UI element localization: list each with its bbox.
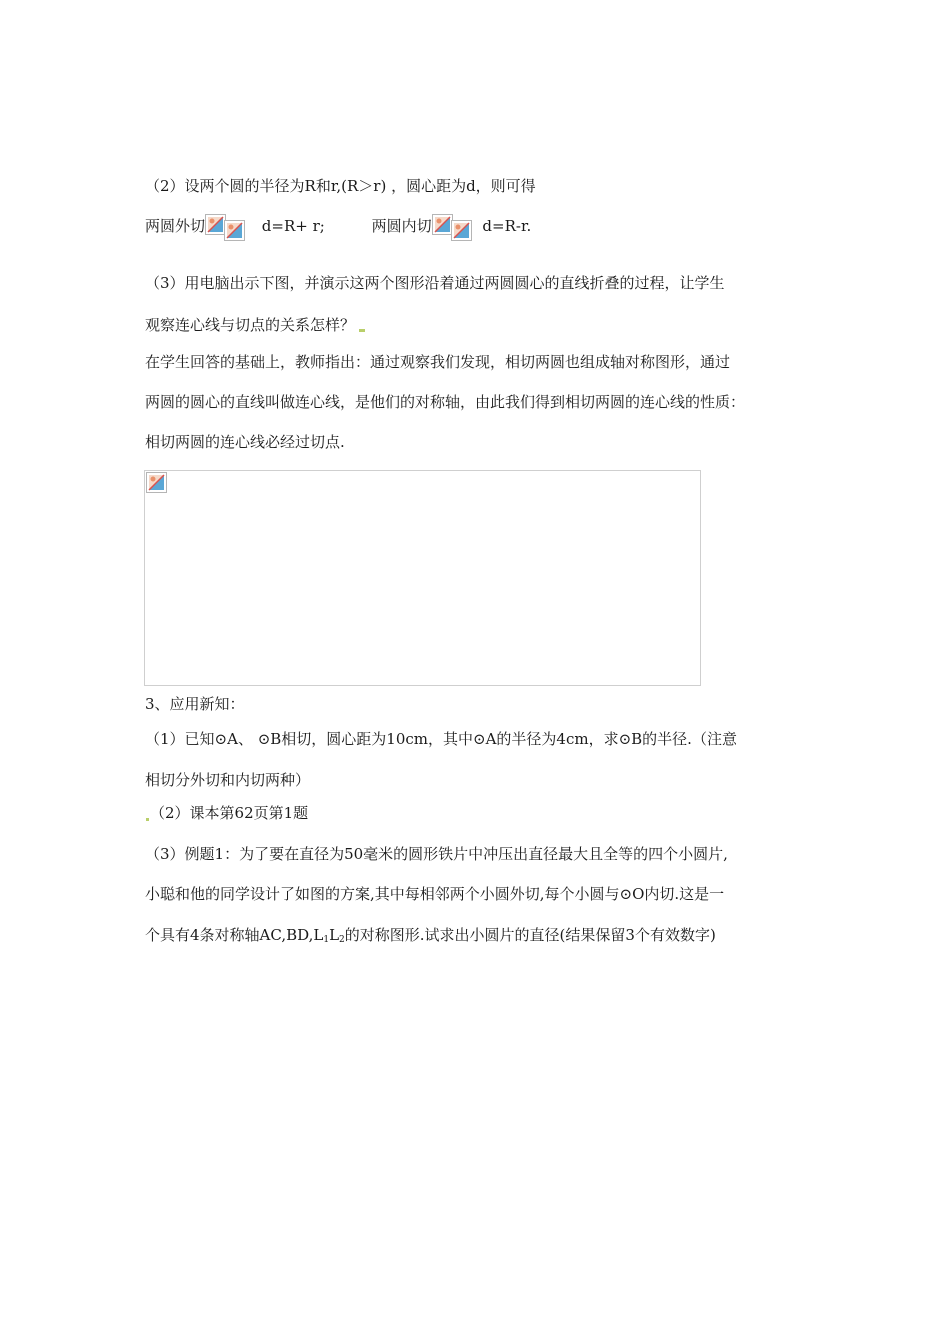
- edit-mark: [359, 329, 365, 332]
- broken-image-icon: [146, 472, 167, 493]
- internal-tangent-formula: d=R-r.: [482, 217, 532, 235]
- internal-tangent-label: 两圆内切: [371, 217, 432, 235]
- broken-image-icon: [432, 214, 453, 235]
- broken-image-icon: [205, 214, 226, 235]
- paragraph-exercise-1-note: 相切分外切和内切两种）: [145, 771, 311, 789]
- section-apply-knowledge: 3、应用新知：: [145, 695, 245, 713]
- paragraph-example-1: （3）例题1：为了要在直径为50毫米的圆形铁片中冲压出直径最大且全等的四个小圆片,: [145, 845, 728, 863]
- paragraph-exercise-2: （2）课本第62页第1题: [145, 803, 308, 823]
- broken-image-icon: [451, 220, 472, 241]
- paragraph-example-1-cont: 小聪和他的同学设计了如图的方案,其中每相邻两个小圆外切,每个小圆与⊙O内切.这是一: [145, 885, 725, 903]
- external-tangent-formula: d=R+ r;: [261, 217, 325, 235]
- paragraph-exercise-1: （1）已知⊙A、 ⊙B相切，圆心距为10cm，其中⊙A的半径为4cm，求⊙B的半径.（注意: [145, 730, 737, 748]
- figure-placeholder: [144, 470, 701, 686]
- paragraph-example-1-end: 个具有4条对称轴$AC,BD,L_1L_2$的对称图形.试求出小圆片的直径(结果保留3个有效数字): [145, 926, 716, 945]
- paragraph-teacher-point-2: 两圆的圆心的直线叫做连心线，是他们的对称轴，由此我们得到相切两圆的连心线的性质：: [145, 393, 746, 411]
- edit-mark: [146, 818, 149, 821]
- paragraph-observe-question: 观察连心线与切点的关系怎样？: [145, 315, 365, 335]
- broken-image-icon: [224, 220, 245, 241]
- paragraph-tangent-formulas: [145, 214, 531, 241]
- paragraph-computer-demo: （3）用电脑出示下图，并演示这两个图形沿着通过两圆圆心的直线折叠的过程，让学生: [145, 274, 725, 292]
- paragraph-property: 相切两圆的连心线必经过切点.: [145, 433, 345, 451]
- paragraph-radius-setup: （2）设两个圆的半径为R和r,(R＞r) ，圆心距为d，则可得: [145, 177, 536, 195]
- external-tangent-label: 两圆外切: [145, 217, 206, 235]
- paragraph-teacher-point-1: 在学生回答的基础上，教师指出：通过观察我们发现，相切两圆也组成轴对称图形，通过: [145, 353, 731, 371]
